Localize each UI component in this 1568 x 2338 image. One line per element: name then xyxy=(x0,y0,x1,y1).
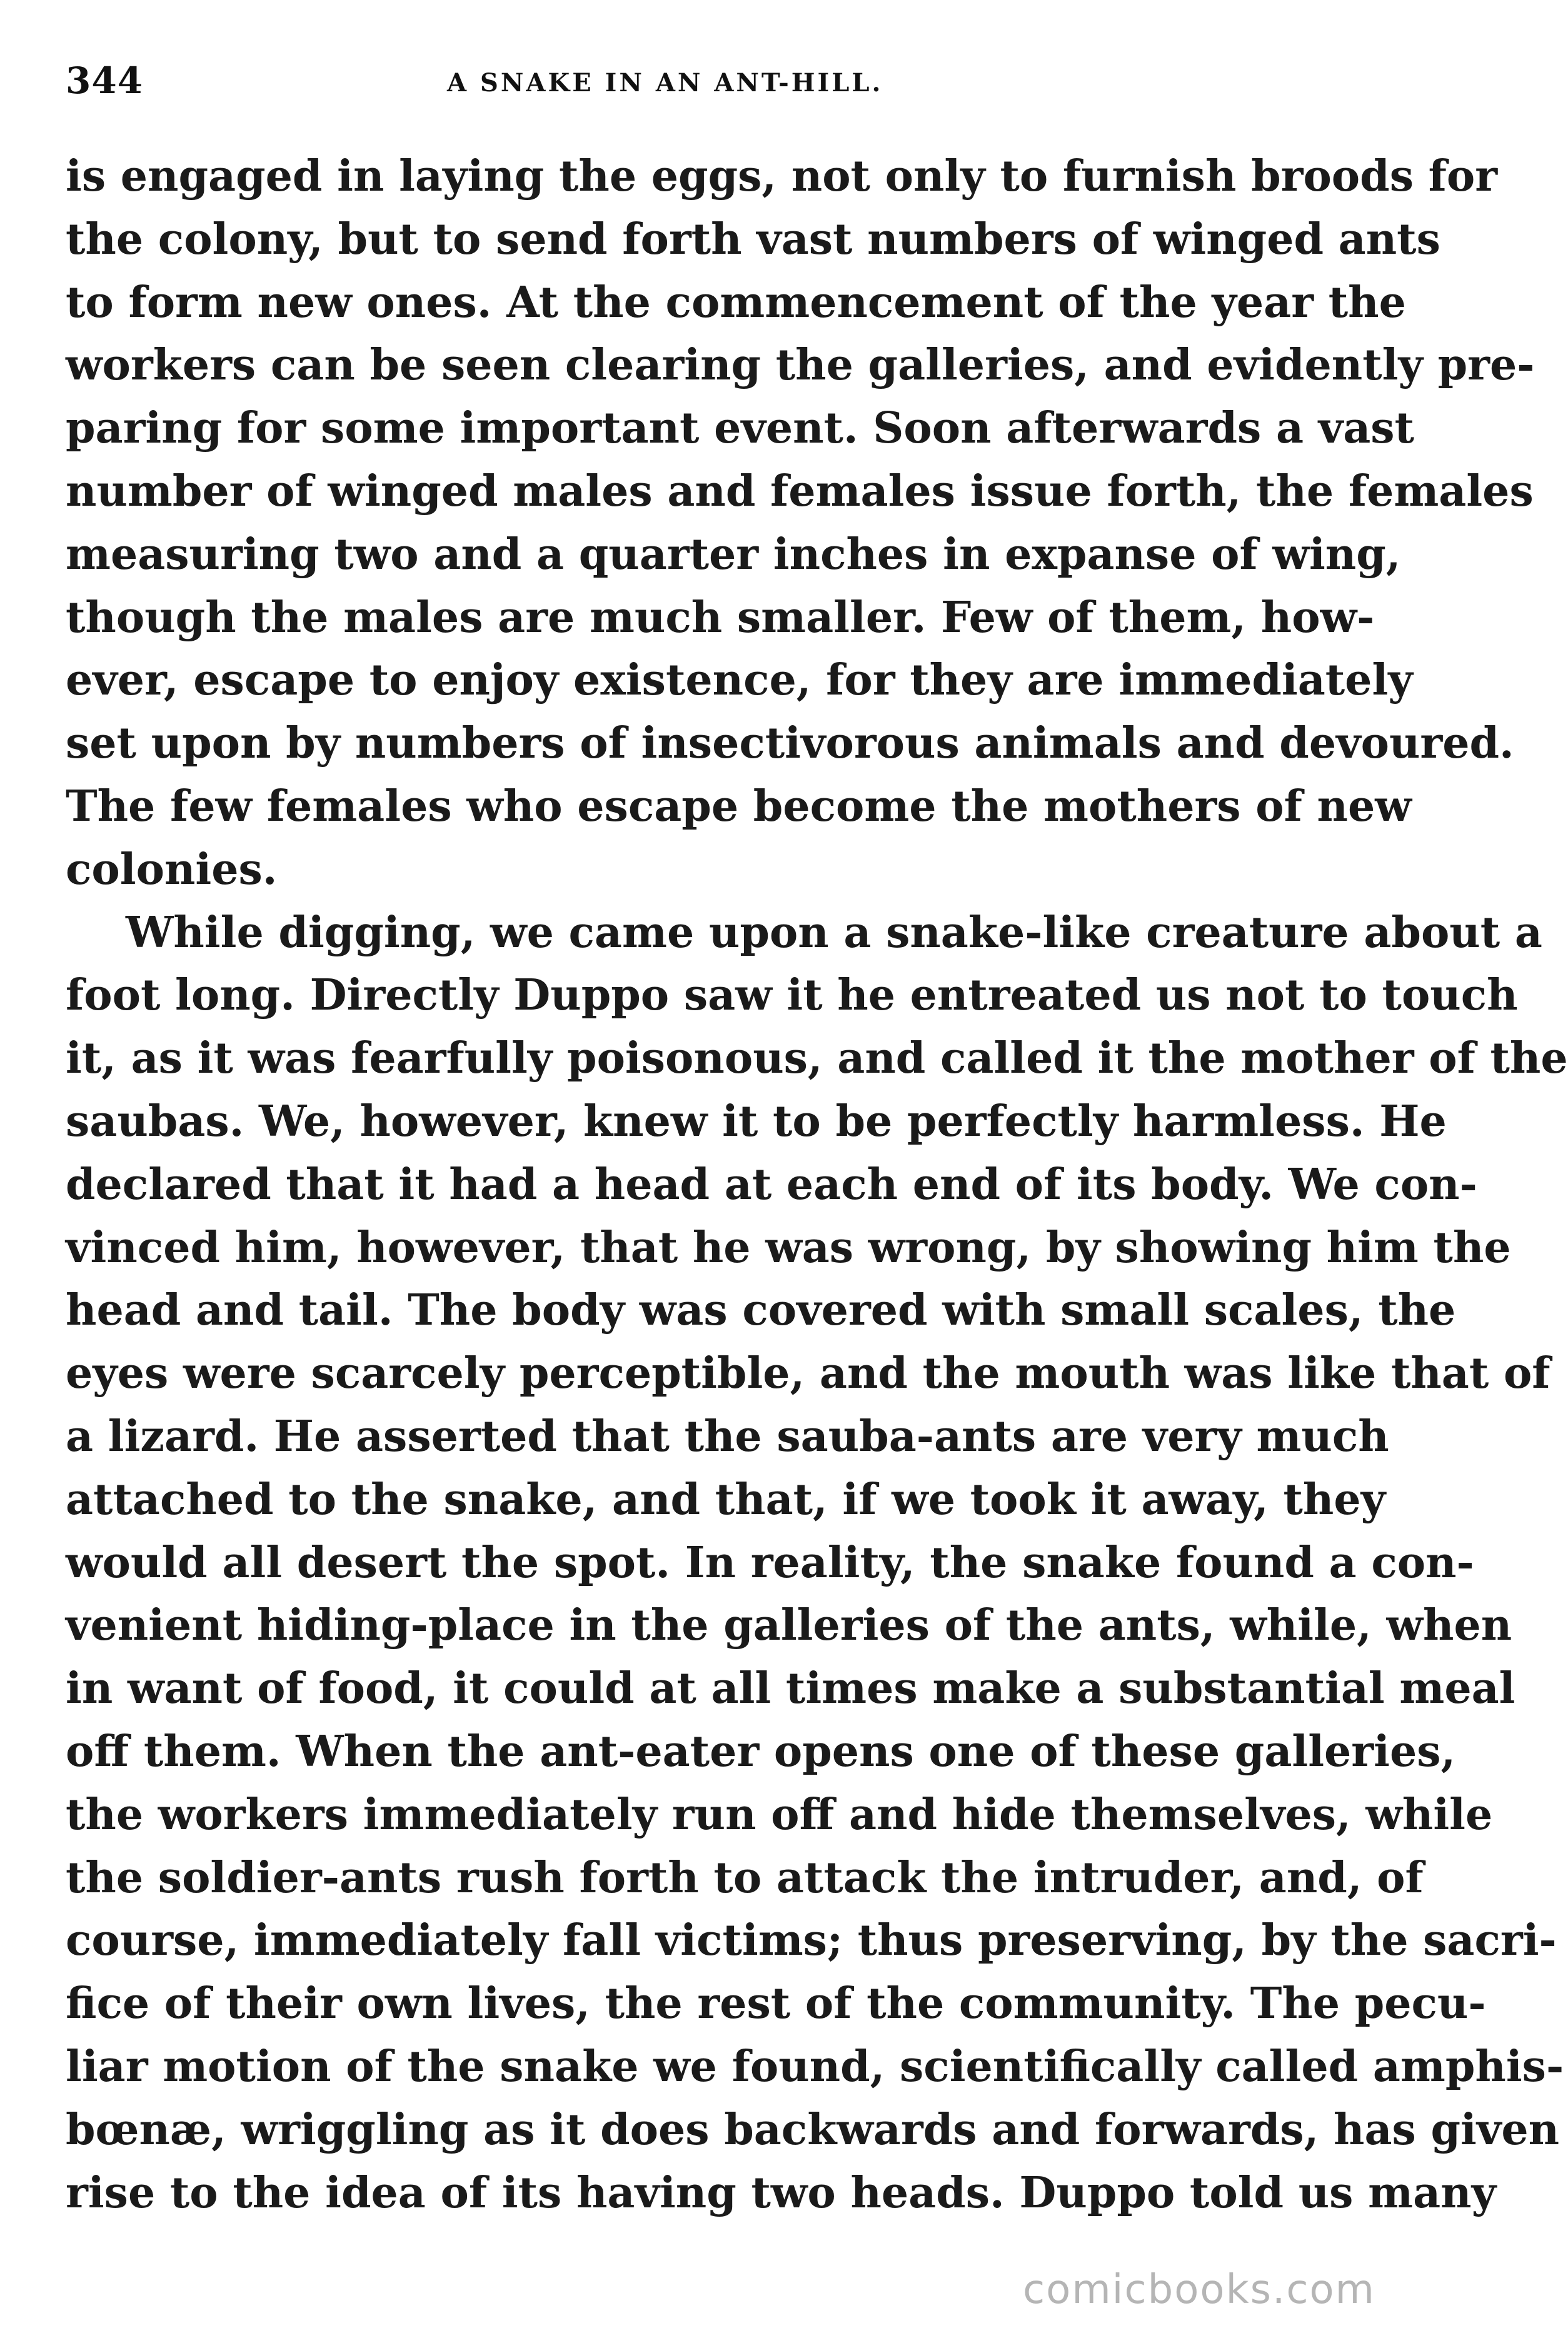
text-line: course, immediately fall victims; thus preserving, by the sacri- xyxy=(66,1915,1557,1966)
text-line: head and tail. The body was covered with small scales, the xyxy=(66,1285,1456,1336)
text-line: the workers immediately run off and hide themselves, while xyxy=(66,1789,1493,1840)
body-text xyxy=(66,145,1568,2224)
text-line: vinced him, however, that he was wrong, by showing him the xyxy=(66,1222,1511,1273)
text-line: a lizard. He asserted that the sauba-ants are very much xyxy=(66,1411,1389,1462)
text-line: workers can be seen clearing the galleries, and evidently pre- xyxy=(66,340,1535,391)
text-line: rise to the idea of its having two heads. Duppo told us many xyxy=(66,2167,1497,2218)
text-line: would all desert the spot. In reality, the snake found a con- xyxy=(66,1537,1474,1588)
running-head: A SNAKE IN AN ANT-HILL. xyxy=(447,68,883,98)
text-line: declared that it had a head at each end of its body. We con- xyxy=(66,1159,1477,1210)
text-line: the soldier-ants rush forth to attack the intruder, and, of xyxy=(66,1852,1424,1903)
text-line: While digging, we came upon a snake-like creature about a xyxy=(126,907,1542,958)
paragraph-1 xyxy=(66,145,1535,901)
text-line: ever, escape to enjoy existence, for they are immediately xyxy=(66,655,1413,706)
text-line: liar motion of the snake we found, scientifically called amphis- xyxy=(66,2041,1564,2092)
text-line: it, as it was fearfully poisonous, and called it the mother of the xyxy=(66,1033,1568,1084)
text-line: venient hiding-place in the galleries of the ants, while, when xyxy=(66,1600,1512,1651)
text-line: to form new ones. At the commencement of the year the xyxy=(66,277,1406,328)
text-line: paring for some important event. Soon afterwards a vast xyxy=(66,403,1414,454)
text-line: The few females who escape become the mothers of new xyxy=(66,781,1412,831)
text-line: attached to the snake, and that, if we took it away, they xyxy=(66,1474,1386,1525)
text-line: the colony, but to send forth vast numbers of winged ants xyxy=(66,214,1440,264)
text-line: off them. When the ant-eater opens one of these galleries, xyxy=(66,1726,1456,1777)
text-line: in want of food, it could at all times make a substantial meal xyxy=(66,1663,1515,1714)
text-line: measuring two and a quarter inches in expanse of wing, xyxy=(66,529,1401,579)
text-line: bœnæ, wriggling as it does backwards and forwards, has given xyxy=(66,2104,1560,2155)
page-header xyxy=(66,59,1335,109)
text-line: set upon by numbers of insectivorous animals and devoured. xyxy=(66,718,1514,769)
text-line: colonies. xyxy=(66,844,278,895)
text-line: fice of their own lives, the rest of the community. The pecu- xyxy=(66,1979,1486,2029)
site-watermark: comicbooks.com xyxy=(1022,2267,1375,2313)
page-number: 344 xyxy=(66,59,144,102)
text-line: saubas. We, however, knew it to be perfectly harmless. He xyxy=(66,1096,1447,1146)
text-line: foot long. Directly Duppo saw it he entreated us not to touch xyxy=(66,970,1518,1021)
text-line: though the males are much smaller. Few of them, how- xyxy=(66,592,1375,643)
text-line: eyes were scarcely perceptible, and the mouth was like that of xyxy=(66,1348,1550,1399)
paragraph-2 xyxy=(66,901,1568,2225)
text-line: is engaged in laying the eggs, not only to furnish broods for xyxy=(66,151,1498,201)
text-line: number of winged males and females issue forth, the females xyxy=(66,466,1534,516)
